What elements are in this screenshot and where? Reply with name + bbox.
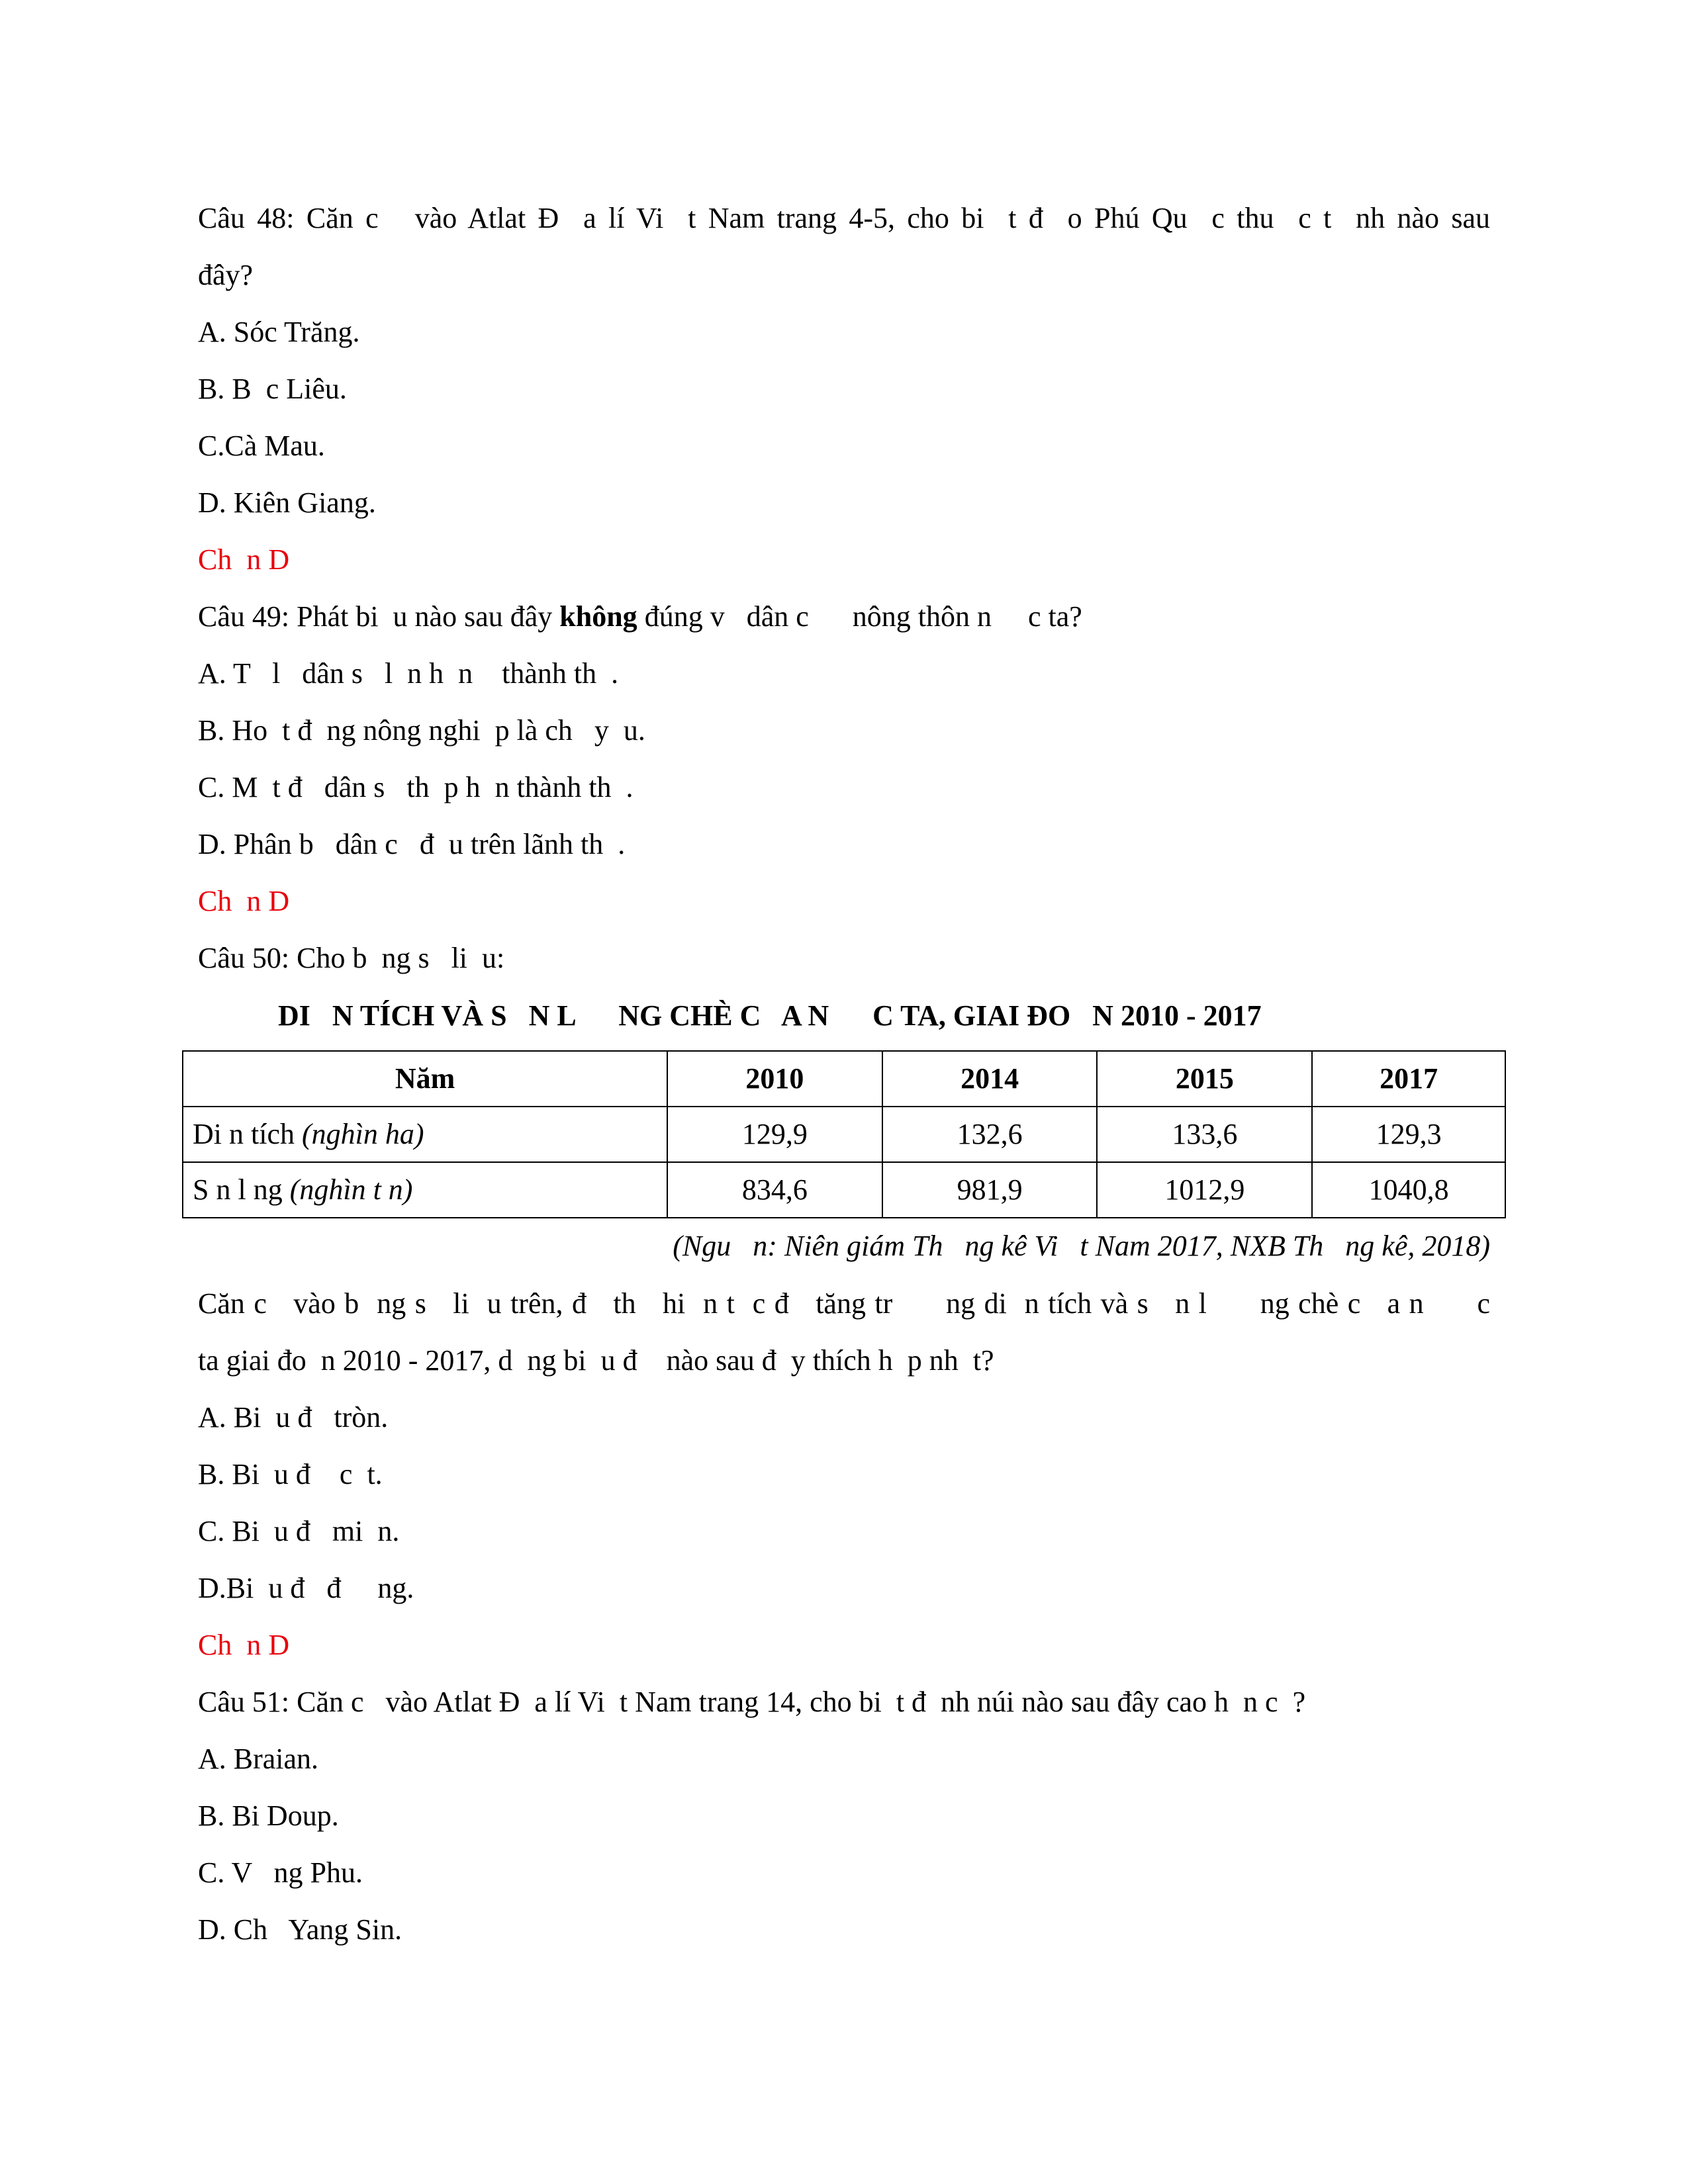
q51-option-d: D. Ch Yang Sin. — [198, 1913, 402, 1946]
q51-question: Câu 51: Căn c vào Atlat Đ a lí Vi t Nam trang 14, cho bi t đ nh núi nào sau đây cao h n c ? — [198, 1686, 1306, 1718]
table-source: (Ngu n: Niên giám Th ng kê Vi t Nam 2017, NXB Th ng kê, 2018) — [673, 1230, 1490, 1262]
q50-option-d: D.Bi u đ đ ng. — [198, 1572, 414, 1604]
row-label — [183, 1162, 667, 1218]
q49-question-suffix: đúng v dân c nông thôn n c ta? — [637, 600, 1082, 633]
table-cell: 1012,9 — [1097, 1162, 1312, 1218]
q50-question-line1: Căn c vào b ng s li u trên, đ th hi n t c đ tăng tr ng di n tích và s n l ng chè c a n c — [198, 1287, 1490, 1320]
row-label — [183, 1107, 667, 1162]
q49-option-c: C. M t đ dân s th p h n thành th . — [198, 771, 633, 803]
table-cell: 129,9 — [667, 1107, 882, 1162]
row-label-unit: (nghìn ha) — [301, 1118, 424, 1150]
q49-question-bold: không — [559, 600, 637, 633]
q48-option-a: A. Sóc Trăng. — [198, 316, 360, 348]
q51-option-b: B. Bi Doup. — [198, 1799, 339, 1832]
header-cell: 2014 — [882, 1051, 1098, 1107]
q48-option-d: D. Kiên Giang. — [198, 486, 376, 519]
q51-option-c: C. V ng Phu. — [198, 1856, 363, 1889]
q50-option-b: B. Bi u đ c t. — [198, 1458, 383, 1490]
q49-answer: Ch n D — [198, 885, 290, 917]
table-row — [183, 1162, 1505, 1218]
table-header-row — [183, 1051, 1505, 1107]
header-cell: Năm — [183, 1051, 667, 1107]
q49-option-b: B. Ho t đ ng nông nghi p là ch y u. — [198, 714, 645, 747]
q51-option-a: A. Braian. — [198, 1743, 319, 1775]
table-cell: 1040,8 — [1312, 1162, 1505, 1218]
header-cell: 2017 — [1312, 1051, 1505, 1107]
header-cell: 2010 — [667, 1051, 882, 1107]
table-cell: 129,3 — [1312, 1107, 1505, 1162]
q50-question-line2: ta giai đo n 2010 - 2017, d ng bi u đ nào sau đ y thích h p nh t? — [198, 1344, 994, 1377]
q49-option-a: A. T l dân s l n h n thành th . — [198, 657, 619, 690]
q48-question-line1: Câu 48: Căn c vào Atlat Đ a lí Vi t Nam trang 4-5, cho bi t đ o Phú Qu c thu c t nh nào sau — [198, 202, 1490, 234]
table-cell: 133,6 — [1097, 1107, 1312, 1162]
q50-option-c: C. Bi u đ mi n. — [198, 1515, 400, 1547]
table-cell: 834,6 — [667, 1162, 882, 1218]
data-table — [182, 1050, 1506, 1218]
q48-question-line2: đây? — [198, 259, 254, 291]
q50-intro: Câu 50: Cho b ng s li u: — [198, 942, 505, 974]
table-cell: 981,9 — [882, 1162, 1098, 1218]
table-row — [183, 1107, 1505, 1162]
q48-answer: Ch n D — [198, 543, 290, 576]
table-cell: 132,6 — [882, 1107, 1098, 1162]
q48-option-b: B. B c Liêu. — [198, 373, 347, 405]
row-label-text: Di n tích — [193, 1118, 302, 1150]
q50-table-title: DI N TÍCH VÀ S N L NG CHÈ C A N C TA, GIAI ĐO N 2010 - 2017 — [278, 999, 1262, 1032]
q49-option-d: D. Phân b dân c đ u trên lãnh th . — [198, 828, 626, 860]
q50-answer: Ch n D — [198, 1629, 290, 1661]
header-cell: 2015 — [1097, 1051, 1312, 1107]
q50-option-a: A. Bi u đ tròn. — [198, 1401, 389, 1433]
q49-question — [198, 597, 1082, 637]
row-label-text: S n l ng — [193, 1173, 290, 1206]
row-label-unit: (nghìn t n) — [289, 1173, 413, 1206]
q49-question-prefix: Câu 49: Phát bi u nào sau đây — [198, 600, 560, 633]
q48-option-c: C.Cà Mau. — [198, 430, 325, 462]
